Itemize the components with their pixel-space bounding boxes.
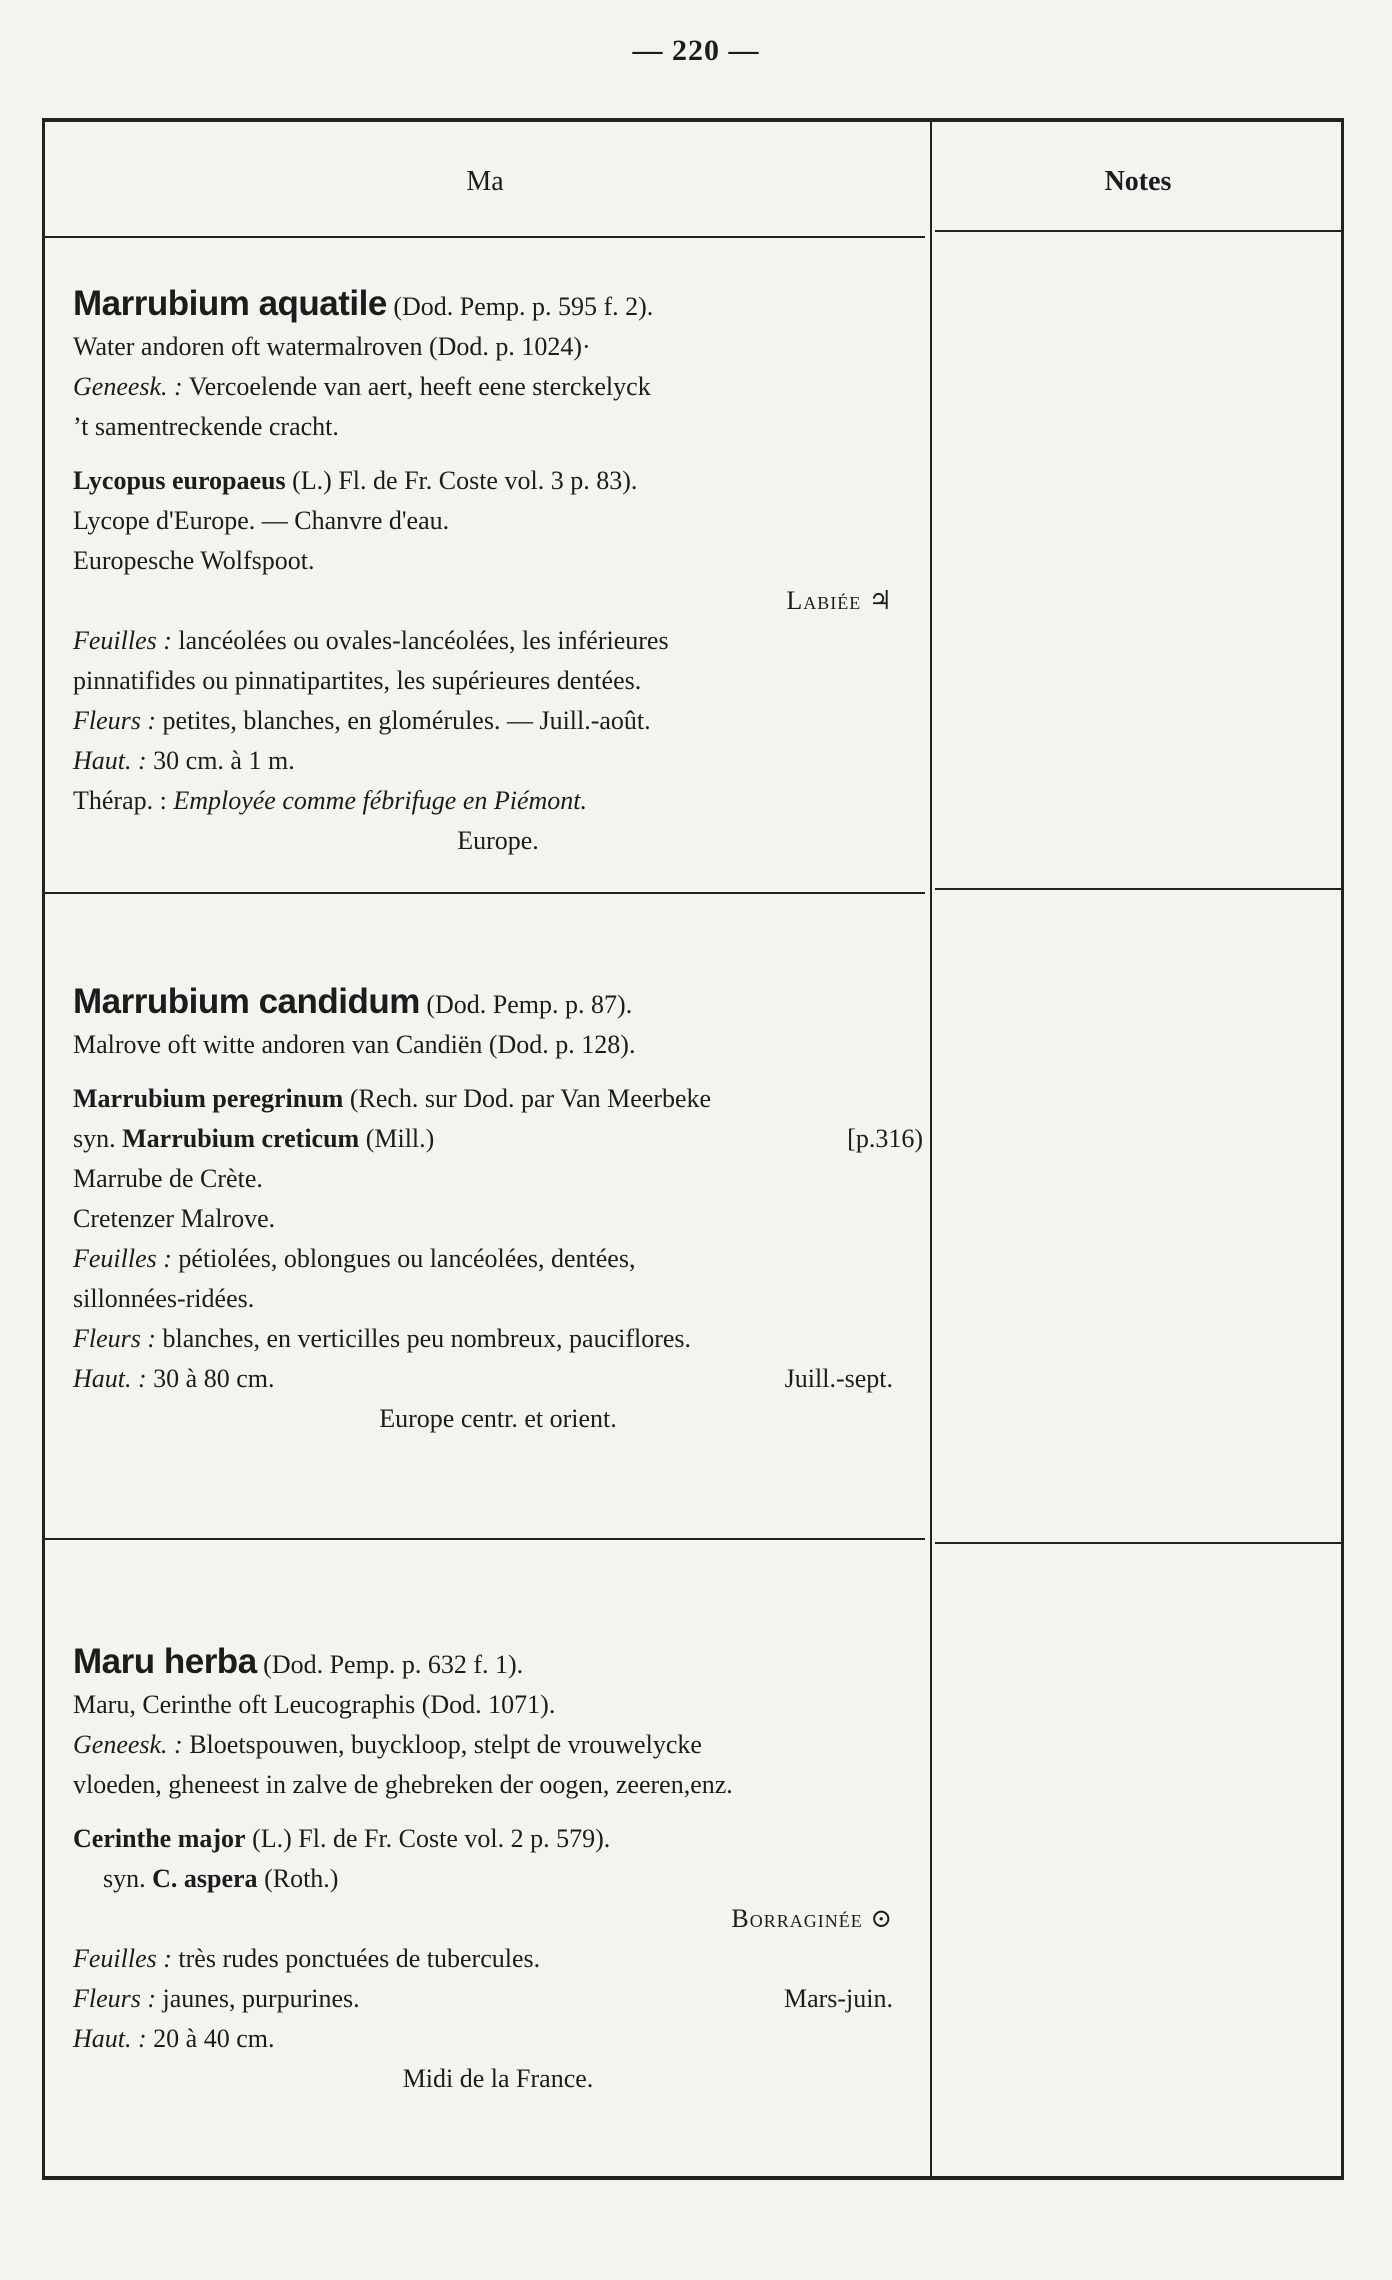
synonym-prefix: syn.: [73, 1124, 123, 1153]
region: Europe.: [457, 826, 539, 855]
therap-text: Employée comme fébrifuge en Piémont.: [173, 786, 588, 815]
synonym-prefix: syn.: [103, 1864, 153, 1893]
synonym-name: Marrubium creticum: [122, 1124, 360, 1153]
column-divider: [930, 122, 932, 2176]
entry-title-reference: (Dod. Pemp. p. 632 f. 1).: [263, 1650, 524, 1679]
region: Midi de la France.: [402, 2064, 594, 2093]
species-line: [73, 1819, 923, 1859]
synonym-name: C. aspera: [152, 1864, 258, 1893]
dutch-name: Malrove oft witte andoren van Candiën (Dod. p. 128).: [73, 1030, 636, 1059]
species-reference: (L.) Fl. de Fr. Coste vol. 2 p. 579).: [245, 1824, 611, 1853]
region: Europe centr. et orient.: [379, 1404, 617, 1433]
entry-marrubium-aquatile: [73, 284, 923, 861]
notes-column-header: Notes: [1104, 166, 1172, 197]
common-name-fr: Lycope d'Europe. — Chanvre d'eau.: [73, 506, 450, 535]
feuilles-label: Feuilles :: [73, 1244, 172, 1273]
species-line: [73, 461, 923, 501]
entry-title-line: [73, 284, 923, 327]
entry-separator: [935, 888, 1341, 890]
haut-line: [73, 2019, 923, 2059]
geneesk-text-continued: vloeden, gheneest in zalve de ghebreken der oogen, zeeren,enz.: [73, 1770, 733, 1799]
dutch-name: Maru, Cerinthe oft Leucographis (Dod. 1071).: [73, 1690, 556, 1719]
header-rule: [935, 230, 1341, 232]
geneesk-line: [73, 1725, 923, 1765]
haut-text: 30 cm. à 1 m.: [146, 746, 295, 775]
synonym-line: [73, 1119, 923, 1159]
fleurs-label: Fleurs :: [73, 1324, 157, 1353]
header-rule: [45, 236, 925, 238]
species-line: [73, 1079, 923, 1119]
entry-maru-herba: [73, 1642, 923, 2099]
geneesk-text: Bloetspouwen, buyckloop, stelpt de vrouwelycke: [182, 1730, 702, 1759]
synonym-reference: (Roth.): [257, 1864, 339, 1893]
flowering-period: Mars-juin.: [783, 1984, 893, 2013]
feuilles-line: [73, 621, 923, 661]
entry-title-reference: (Dod. Pemp. p. 87).: [426, 990, 633, 1019]
haut-line: [73, 741, 923, 781]
feuilles-text: lancéolées ou ovales-lancéolées, les inférieures: [171, 626, 669, 655]
main-column-header: Ma: [466, 166, 504, 197]
family-name: Borraginée ⊙: [731, 1904, 893, 1933]
haut-label: Haut. :: [73, 2024, 147, 2053]
fleurs-line: [73, 1979, 923, 2019]
fleurs-text: blanches, en verticilles peu nombreux, pauciflores.: [156, 1324, 692, 1353]
geneesk-label: Geneesk. :: [73, 1730, 183, 1759]
feuilles-label: Feuilles :: [73, 626, 172, 655]
feuilles-text-continued: sillonnées-ridées.: [73, 1284, 255, 1313]
entry-title: Marrubium candidum: [73, 982, 420, 1021]
species-name: Lycopus europaeus: [73, 466, 286, 495]
fleurs-label: Fleurs :: [73, 706, 157, 735]
entry-title: Maru herba: [73, 1642, 257, 1681]
synonym-reference: (Mill.): [359, 1124, 435, 1153]
haut-text: 20 à 40 cm.: [146, 2024, 275, 2053]
fleurs-text: jaunes, purpurines.: [156, 1984, 360, 2013]
geneesk-text-continued: ’t samentreckende cracht.: [73, 412, 339, 441]
geneesk-label: Geneesk. :: [73, 372, 183, 401]
feuilles-line: [73, 1239, 923, 1279]
geneesk-line: [73, 367, 923, 407]
therap-label: Thérap. :: [73, 786, 174, 815]
page-number: — 220 —: [632, 34, 760, 67]
herbarium-table: [42, 118, 1344, 2180]
haut-label: Haut. :: [73, 746, 147, 775]
geneesk-text: Vercoelende van aert, heeft eene sterckelyck: [182, 372, 651, 401]
feuilles-text-continued: pinnatifides ou pinnatipartites, les supérieures dentées.: [73, 666, 642, 695]
family-line: [73, 1899, 923, 1939]
species-name: Marrubium peregrinum: [73, 1084, 344, 1113]
fleurs-label: Fleurs :: [73, 1984, 157, 2013]
feuilles-text: très rudes ponctuées de tubercules.: [171, 1944, 541, 1973]
entry-separator: [45, 892, 925, 894]
fleurs-line: [73, 1319, 923, 1359]
dutch-name: Water andoren oft watermalroven (Dod. p. 1024)·: [73, 332, 591, 361]
haut-label: Haut. :: [73, 1364, 147, 1393]
flowering-period: Juill.-sept.: [784, 1364, 893, 1393]
entry-title-line: [73, 1642, 923, 1685]
feuilles-text: pétiolées, oblongues ou lancéolées, dentées,: [171, 1244, 636, 1273]
entry-title-reference: (Dod. Pemp. p. 595 f. 2).: [393, 292, 654, 321]
synonym-line: [73, 1859, 923, 1899]
entry-title-line: [73, 982, 923, 1025]
page-reference: [p.316): [847, 1124, 923, 1153]
common-name-nl: Cretenzer Malrove.: [73, 1204, 276, 1233]
feuilles-label: Feuilles :: [73, 1944, 172, 1973]
common-name-nl: Europesche Wolfspoot.: [73, 546, 315, 575]
family-name: Labiée ♃: [786, 586, 893, 615]
entry-separator: [935, 1542, 1341, 1544]
therap-line: [73, 781, 923, 821]
entry-separator: [45, 1538, 925, 1540]
entry-marrubium-candidum: [73, 982, 923, 1439]
species-name: Cerinthe major: [73, 1824, 246, 1853]
species-reference: (L.) Fl. de Fr. Coste vol. 3 p. 83).: [285, 466, 638, 495]
fleurs-line: [73, 701, 923, 741]
common-name-fr: Marrube de Crète.: [73, 1164, 263, 1193]
haut-line: [73, 1359, 923, 1399]
feuilles-line: [73, 1939, 923, 1979]
species-reference: (Rech. sur Dod. par Van Meerbeke: [343, 1084, 712, 1113]
entry-title: Marrubium aquatile: [73, 284, 387, 323]
fleurs-text: petites, blanches, en glomérules. — Juill.-août.: [156, 706, 651, 735]
family-line: [73, 581, 923, 621]
haut-text: 30 à 80 cm.: [146, 1364, 275, 1393]
